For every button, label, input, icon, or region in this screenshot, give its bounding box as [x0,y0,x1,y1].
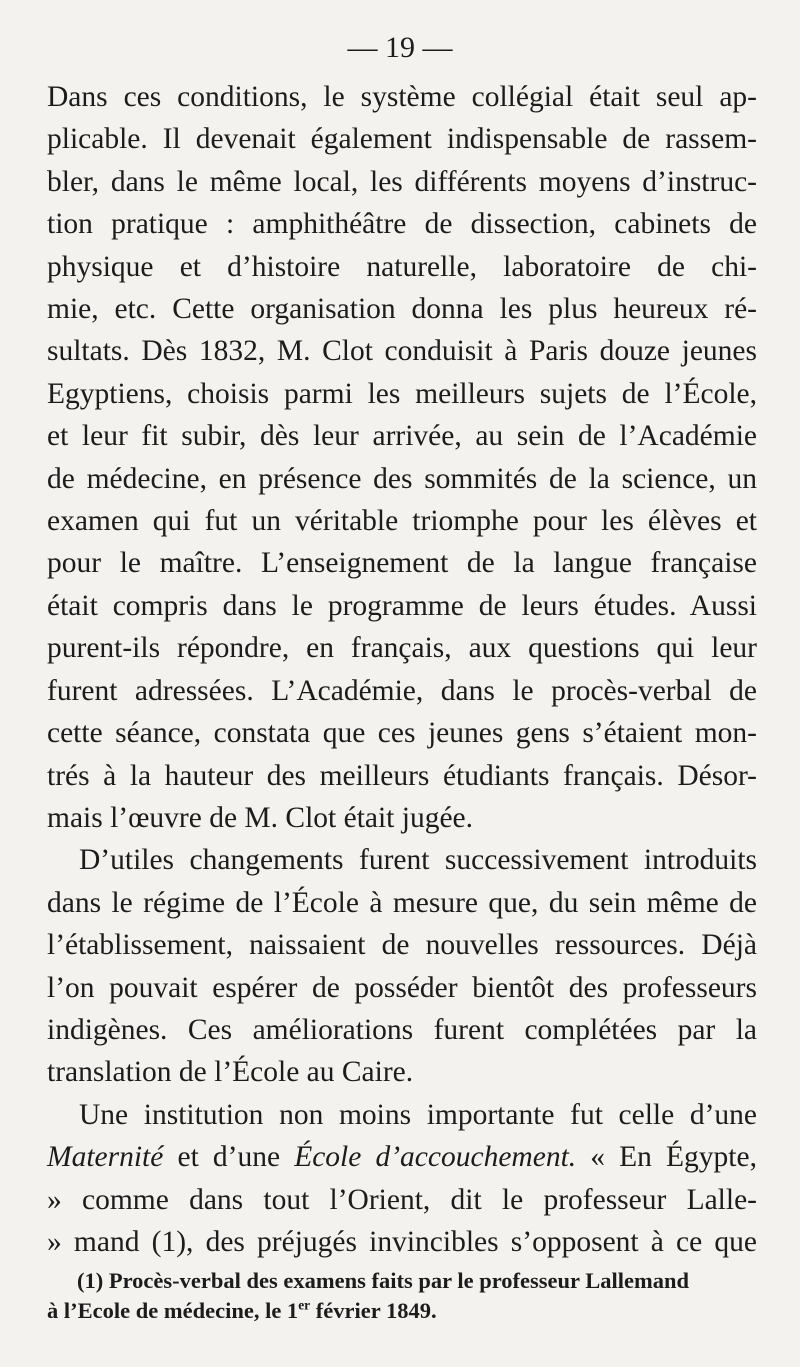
text-line: cette séance, constata que ces jeunes gens s’étaient mon- [47,717,757,750]
text-line: translation de l’École au Caire. [47,1056,414,1089]
text-line: » mand (1), des préjugés invincibles s’opposent à ce que [47,1225,757,1258]
text-run: février 1849. [310,1298,437,1323]
text-line: était compris dans le programme de leurs études. Aussi [47,589,757,622]
text-run: à l’Ecole de médecine, le 1 [47,1298,299,1323]
text-line: D’utiles changements furent successivement introduits [79,844,757,877]
italic-term-maternite: Maternité [47,1141,164,1174]
text-line: examen qui fut un véritable triomphe pour les élèves et [47,505,757,538]
body-text [47,76,757,1263]
text-line: mais l’œuvre de M. Clot était jugée. [47,801,474,834]
text-line: l’on pouvait espérer de posséder bientôt des professeurs [47,971,757,1004]
page-number: — 19 — [347,31,453,64]
text-run: « En Égypte, [576,1141,757,1174]
text-line: indigènes. Ces améliorations furent complétées par la [47,1013,757,1046]
text-line [47,1136,757,1178]
text-line: plicable. Il devenait également indispensable de rassem- [47,123,757,156]
text-line: mie, etc. Cette organisation donna les plus heureux ré- [47,293,757,326]
text-line: pour le maître. L’enseignement de la langue française [47,547,757,580]
text-line: physique et d’histoire naturelle, laboratoire de chi- [47,250,757,283]
text-line: l’établissement, naissaient de nouvelles ressources. Déjà [47,929,757,962]
footnote [47,1266,759,1326]
text-line: Une institution non moins importante fut celle d’une [79,1098,757,1131]
footnote-line: (1) Procès-verbal des examens faits par le professeur Lallemand [77,1268,690,1293]
text-line: trés à la hauteur des meilleurs étudiants français. Désor- [47,759,757,792]
text-line: purent-ils répondre, en français, aux questions qui leur [47,632,757,665]
text-line: dans le régime de l’École à mesure que, du sein même de [47,886,757,919]
italic-term-ecole: École d’accouchement. [294,1141,577,1174]
text-line: furent adressées. L’Académie, dans le procès-verbal de [47,674,757,707]
paragraph-3 [47,1094,757,1264]
text-line: et leur fit subir, dès leur arrivée, au sein de l’Académie [47,420,757,453]
text-line: bler, dans le même local, les différents moyens d’instruc- [47,165,757,198]
superscript: er [298,1297,311,1313]
text-run: et d’une [163,1141,295,1174]
paragraph-2 [47,839,757,1093]
footnote-line [47,1296,759,1326]
text-line: tion pratique : amphithéâtre de dissection, cabinets de [47,208,757,241]
text-line: Egyptiens, choisis parmi les meilleurs sujets de l’École, [47,377,757,410]
text-line: » comme dans tout l’Orient, dit le professeur Lalle- [47,1183,757,1216]
text-line: Dans ces conditions, le système collégial était seul ap- [47,81,757,113]
text-line: sultats. Dès 1832, M. Clot conduisit à Paris douze jeunes [47,335,757,368]
text-line: de médecine, en présence des sommités de la science, un [47,462,757,495]
paragraph-1 [47,76,757,839]
